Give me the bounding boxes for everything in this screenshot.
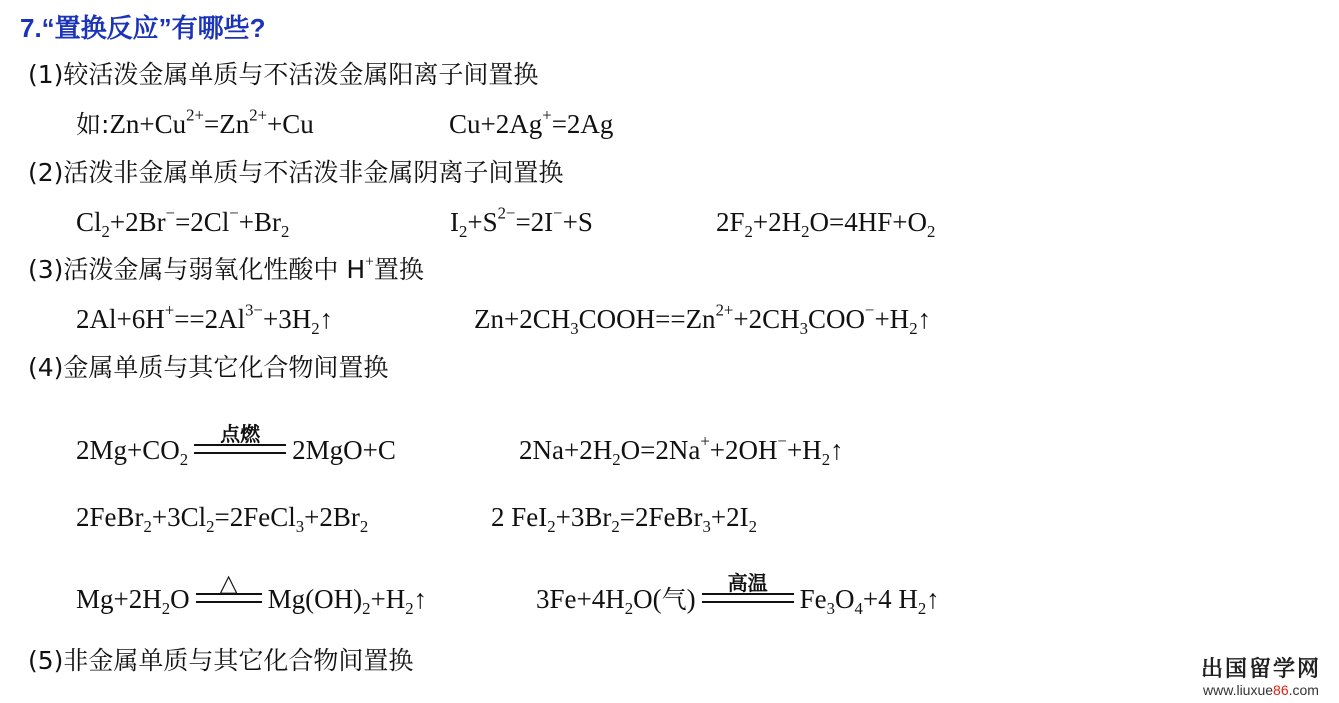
watermark-text: 出国留学网 [1200,657,1321,682]
equation-fe-h2o: $3Fe+4H_2O$(气) 高温 $Fe_3O_4+4$ $H_2↑$ [536,571,940,618]
equation-febr2-cl2: $2FeBr_2+3Cl_2=2FeCl_3+2Br_2$ [76,502,369,536]
section-3-heading-text: (3)活泼金属与弱氧化性酸中 H [28,255,366,284]
equation-f2-h2o: $2F_2+2H_2O=4HF+O_2$ [716,207,936,241]
equation-zn-cu: 如$:Zn+Cu^{2+}=Zn^{2+}+Cu$ [76,105,314,139]
page-title: 7.“置换反应”有哪些? [20,13,266,43]
equation-mg-co2: $2Mg+CO_2$ 点燃 2MgO+C [76,422,396,469]
equation-cl2-br: $Cl_2+2Br^-=2Cl^-+Br_2$ [76,203,290,241]
condition-high-temp [702,571,794,616]
section-2-heading: (2)活泼非金属单质与不活泼非金属阴离子间置换 [28,158,564,187]
watermark-url-b: 86 [1273,682,1289,698]
condition-heat-label: △ [219,569,238,597]
equation-i2-s: $I_2+S^{2-}=2I^-+S$ [450,203,593,241]
equation-zn-ch3cooh: $Zn+2CH_3COOH==Zn^{2+}+2CH_3COO^-+H_2↑$ [474,300,932,338]
condition-heat [196,569,262,616]
equation-cu-ag: Cu+2Ag+=2Ag [449,105,614,139]
equation-fei2-br2: 2 $FeI_2+3Br_2=2FeBr_3+2I_2$ [491,502,757,536]
section-5-heading: (5)非金属单质与其它化合物间置换 [28,646,414,675]
condition-high-temp-label: 高温 [727,571,768,595]
section-3-heading-suffix: 置换 [373,255,424,284]
condition-ignite-label: 点燃 [220,422,261,446]
watermark [1201,659,1321,697]
watermark-url [1201,683,1321,697]
watermark-url-c: .com [1288,682,1319,698]
condition-ignite [194,422,286,467]
section-3-heading: (3)活泼金属与弱氧化性酸中 H+置换 [28,253,424,284]
equation-mg-h2o: $Mg+2H_2O$ △ $Mg(OH)_2+H_2↑$ [76,569,428,618]
equation-al-h: $2Al+6H^+==2Al^{3-}+3H_2↑$ [76,300,334,338]
section-1-heading: (1)较活泼金属单质与不活泼金属阳离子间置换 [28,60,539,89]
examples-prefix: 如: [76,110,110,139]
watermark-url-a: www.liuxue [1203,682,1274,698]
section-4-heading: (4)金属单质与其它化合物间置换 [28,353,389,382]
steam-label: 气 [661,585,687,614]
equation-na-h2o: $2Na+2H_2O=2Na^++2OH^-+H_2↑$ [519,431,844,469]
